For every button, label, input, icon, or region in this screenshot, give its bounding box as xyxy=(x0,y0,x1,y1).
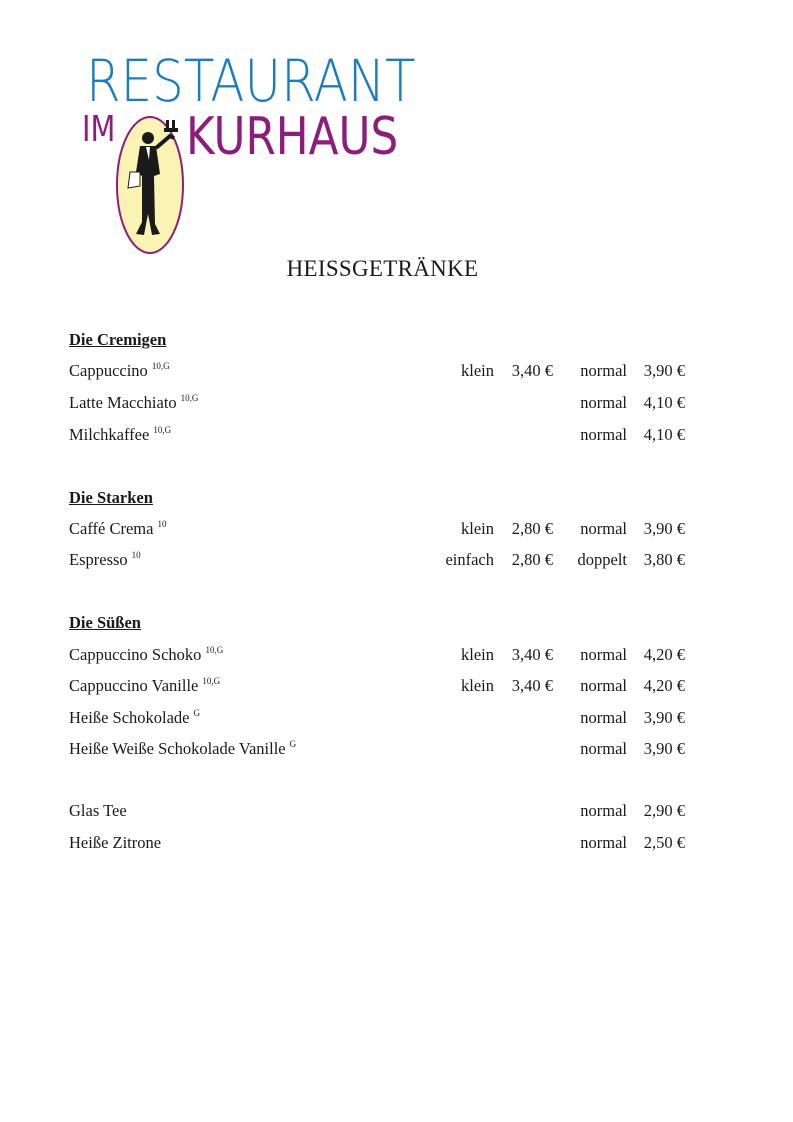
menu-item-row xyxy=(69,393,685,415)
size-label-large: normal xyxy=(580,833,627,852)
price-large: 3,90 € xyxy=(643,739,685,758)
menu-item-row xyxy=(69,739,685,761)
item-additive-note: 10 xyxy=(131,550,141,560)
size-label-large: normal xyxy=(580,425,627,444)
item-name: Heiße Zitrone xyxy=(69,833,162,852)
price-large: 3,90 € xyxy=(643,519,685,538)
size-label-large: normal xyxy=(580,739,627,758)
size-label-large: normal xyxy=(580,708,627,727)
item-name: Latte Macchiato $^{10,G}$ xyxy=(69,393,199,412)
price-large: 4,10 € xyxy=(643,425,685,444)
size-label-large: normal xyxy=(580,393,627,412)
price-large: 2,90 € xyxy=(643,801,685,820)
size-label-small: klein xyxy=(461,645,494,664)
size-label-large: normal xyxy=(580,645,627,664)
size-label-large: normal xyxy=(580,519,627,538)
size-label-large: normal xyxy=(580,676,627,695)
price-large: 3,80 € xyxy=(643,550,685,569)
menu-item-row xyxy=(69,361,685,383)
size-label-small: einfach xyxy=(445,550,494,569)
section-heading: Die Starken xyxy=(69,488,153,507)
menu-item-row xyxy=(69,801,685,823)
item-additive-note: 10,G xyxy=(153,425,172,435)
size-label-small: klein xyxy=(461,676,494,695)
item-additive-note: G xyxy=(289,739,297,749)
size-label-large: normal xyxy=(580,361,627,380)
price-small: 3,40 € xyxy=(511,361,553,380)
menu-item-row xyxy=(69,833,685,855)
menu-item-row xyxy=(69,519,685,541)
item-additive-note: 10 xyxy=(157,519,167,529)
logo-im-text: IM xyxy=(82,109,116,150)
item-name: Espresso $^{10}$ xyxy=(69,550,141,569)
item-additive-note: 10,G xyxy=(180,393,199,403)
menu-item-row xyxy=(69,550,685,572)
item-additive-note: 10,G xyxy=(151,361,170,371)
menu-item-row xyxy=(69,708,685,730)
price-large: 4,20 € xyxy=(643,676,685,695)
item-name: Caffé Crema $^{10}$ xyxy=(69,519,167,538)
item-name: Glas Tee xyxy=(69,801,127,820)
price-small: 3,40 € xyxy=(511,676,553,695)
price-large: 4,10 € xyxy=(643,393,685,412)
page-title: HEISSGETRÄNKE xyxy=(286,256,479,281)
price-large: 2,50 € xyxy=(643,833,685,852)
item-name: Cappuccino $^{10,G}$ xyxy=(69,361,170,380)
size-label-small: klein xyxy=(461,519,494,538)
size-label-large: normal xyxy=(580,801,627,820)
price-large: 3,90 € xyxy=(643,708,685,727)
item-name: Cappuccino Schoko $^{10,G}$ xyxy=(69,645,224,664)
waiter-illustration-icon xyxy=(114,114,186,256)
logo-restaurant-text: RESTAURANT xyxy=(86,47,416,115)
menu-item-row xyxy=(69,425,685,447)
section-heading: Die Süßen xyxy=(69,613,141,632)
item-additive-note: G xyxy=(193,708,201,718)
size-label-small: klein xyxy=(461,361,494,380)
logo-kurhaus-text: KURHAUS xyxy=(186,107,399,167)
menu-item-row xyxy=(69,676,685,698)
price-small: 2,80 € xyxy=(511,550,553,569)
item-name: Heiße Weiße Schokolade Vanille $^G$ xyxy=(69,739,297,758)
item-additive-note: 10,G xyxy=(205,645,224,655)
size-label-large: doppelt xyxy=(577,550,627,569)
item-name: Heiße Schokolade $^G$ xyxy=(69,708,201,727)
menu-item-row xyxy=(69,645,685,667)
price-large: 3,90 € xyxy=(643,361,685,380)
price-large: 4,20 € xyxy=(643,645,685,664)
item-additive-note: 10,G xyxy=(202,676,221,686)
item-name: Milchkaffee $^{10,G}$ xyxy=(69,425,172,444)
price-small: 2,80 € xyxy=(511,519,553,538)
item-name: Cappuccino Vanille $^{10,G}$ xyxy=(69,676,221,695)
restaurant-logo xyxy=(68,48,414,258)
section-heading: Die Cremigen xyxy=(69,330,167,349)
price-small: 3,40 € xyxy=(511,645,553,664)
